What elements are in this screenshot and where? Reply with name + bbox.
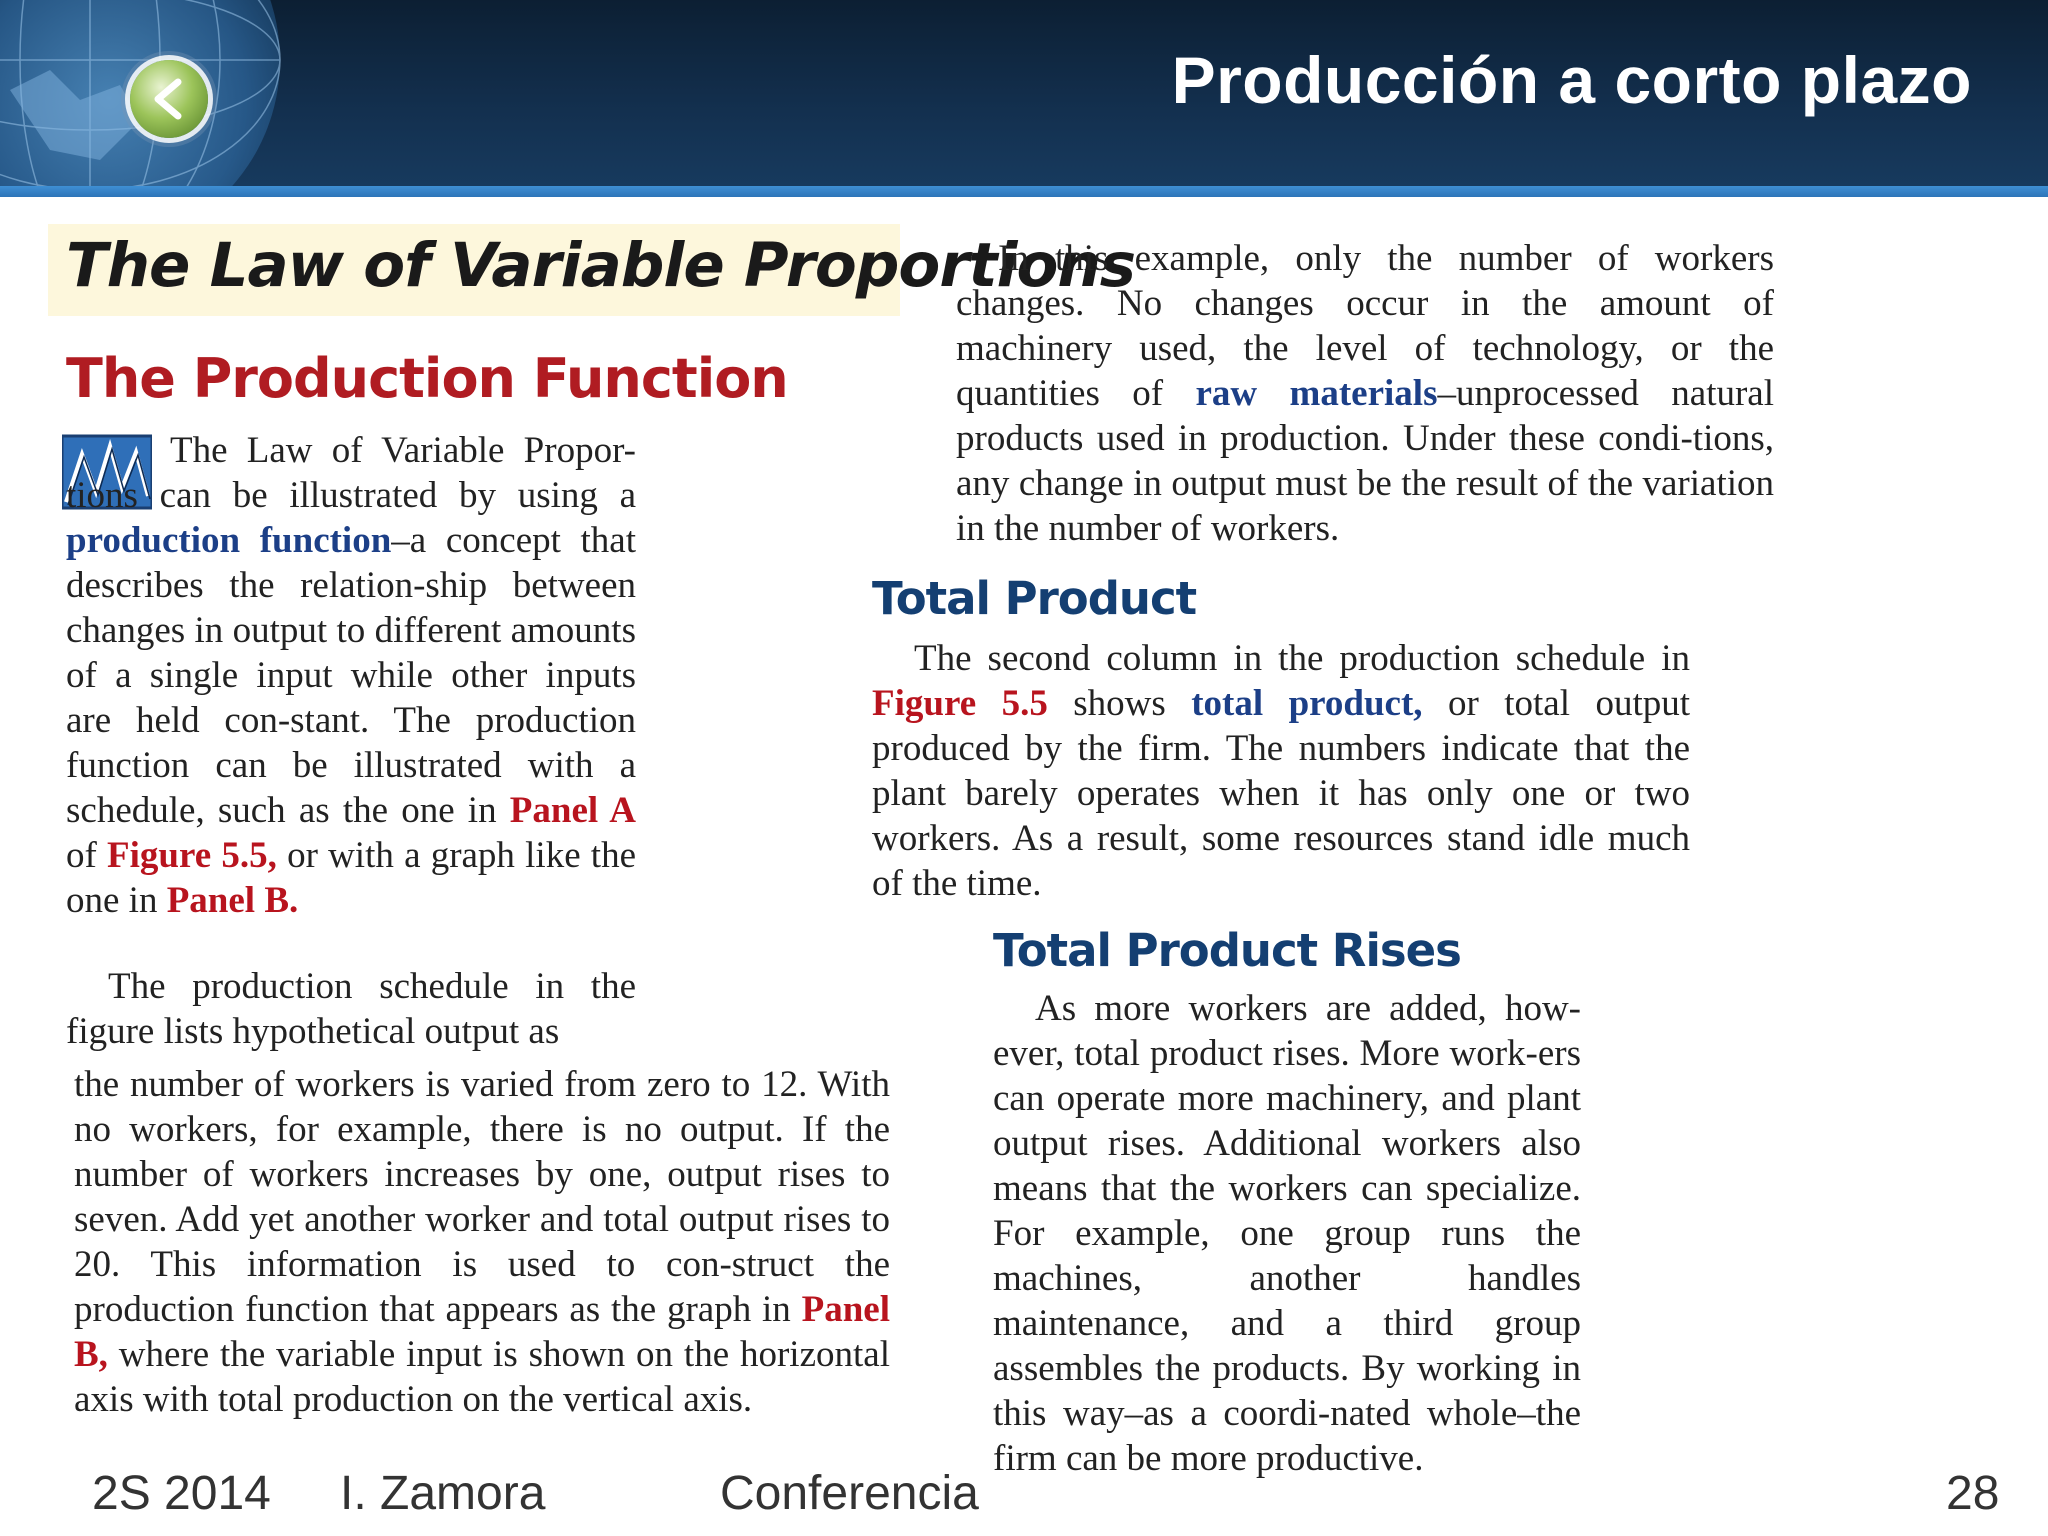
reference-figure-5-5-2: Figure 5.5: [872, 683, 1048, 724]
keyword-total-product: total product,: [1191, 683, 1423, 724]
page-number: 28: [1946, 1467, 2000, 1520]
footer-author: I. Zamora: [340, 1467, 546, 1520]
paragraph-production-function: The Law of Variable Propor-tions can be illustrated by using a production function–a concept that describes the relation-ship between changes in output to different amounts of a single input while other inputs are held con-stant. The production function can be illustrated with a schedule, such as the one in Panel A of Figure 5.5, or with a graph like the one in Panel B.: [66, 430, 637, 921]
reference-panel-b-2: Panel B,: [74, 1289, 890, 1375]
slide-header: [0, 0, 2048, 186]
section-heading-total-product: Total Product: [872, 572, 1197, 625]
section-heading-production-function: The Production Function: [66, 347, 788, 410]
paragraph-production-schedule: The production schedule in the figure lists hypothetical output as: [66, 966, 636, 1052]
paragraph-total-product-rises: As more workers are added, how-ever, total product rises. More work-ers can operate more machinery, and plant output rises. Additional workers also means that the workers can specialize. For example, one group runs the machines, another handles maintenance, and a third group assembles the products. By working in this way–as a coordi-nated whole–the firm can be more productive.: [993, 988, 1581, 1479]
back-arrow-icon: [148, 76, 190, 122]
reference-panel-b: Panel B.: [166, 880, 299, 921]
keyword-production-function: production function: [66, 520, 392, 561]
book-title: The Law of Variable Proportions: [66, 230, 1136, 301]
paragraph-total-product: The second column in the production schedule in Figure 5.5 shows total product, or total output produced by the firm. The numbers indicate that the plant barely operates when it has only one or two workers. As a result, some resources stand idle much of the time.: [872, 638, 1690, 904]
keyword-raw-materials: raw materials: [1195, 373, 1438, 414]
reference-figure-5-5: Figure 5.5,: [107, 835, 277, 876]
header-accent-band: [0, 186, 2048, 197]
section-heading-total-product-rises: Total Product Rises: [993, 924, 1461, 977]
footer-term: 2S 2014: [92, 1467, 271, 1520]
paragraph-workers-output: the number of workers is varied from zero to 12. With no workers, for example, there is no output. If the number of workers increases by one, output rises to seven. Add yet another worker and total output rises to 20. This information is used to con-struct the production function that appears as the graph in Panel B, where the variable input is shown on the horizontal axis with total production on the vertical axis.: [74, 1064, 890, 1420]
footer-label: Conferencia: [720, 1467, 979, 1520]
slide-title: Producción a corto plazo: [1171, 43, 1972, 117]
back-button[interactable]: [130, 60, 208, 138]
paragraph-raw-materials: In this example, only the number of workers changes. No changes occur in the amount of machinery used, the level of technology, or the quantities of raw materials–unprocessed natural products used in production. Under these condi-tions, any change in output must be the result of the variation in the number of workers.: [956, 238, 1774, 549]
reference-panel-a: Panel A: [509, 790, 636, 831]
